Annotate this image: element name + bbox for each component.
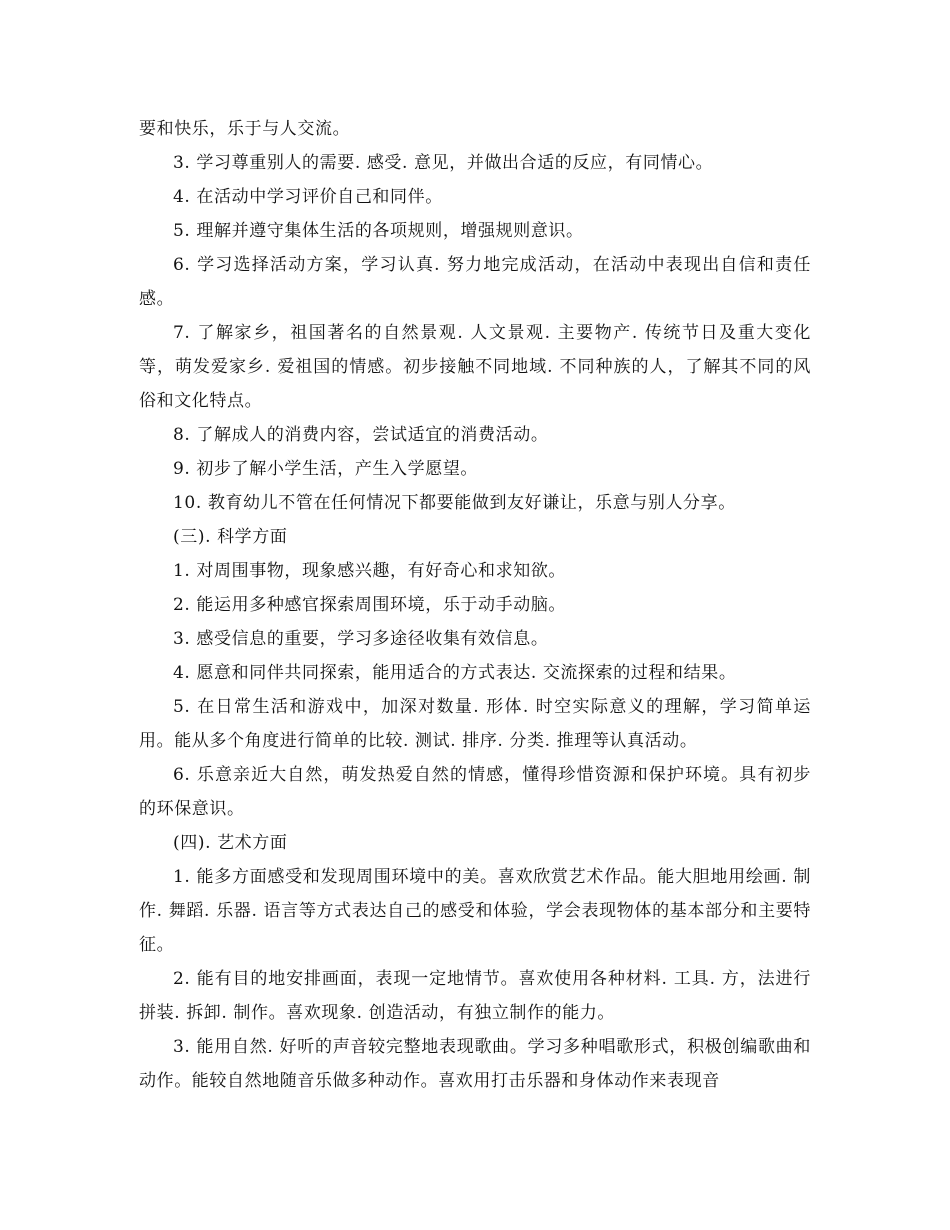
paragraph: 3. 能用自然. 好听的声音较完整地表现歌曲。学习多种唱歌形式，积极创编歌曲和动作。能较自然地随音乐做多种动作。喜欢用打击乐器和身体动作来表现音 <box>139 1037 811 1091</box>
paragraph: 1. 对周围事物，现象感兴趣，有好奇心和求知欲。 <box>173 561 567 581</box>
paragraph: 5. 在日常生活和游戏中，加深对数量. 形体. 时空实际意义的理解，学习简单运用。能从多个角度进行简单的比较. 测试. 排序. 分类. 推理等认真活动。 <box>139 697 811 751</box>
paragraph: 1. 能多方面感受和发现周围环境中的美。喜欢欣赏艺术作品。能大胆地用绘画. 制作. 舞蹈. 乐器. 语言等方式表达自己的感受和体验，学会表现物体的基本部分和主要特征。 <box>139 867 811 955</box>
paragraph: 3. 感受信息的重要，学习多途径收集有效信息。 <box>173 629 549 649</box>
paragraph: 9. 初步了解小学生活，产生入学愿望。 <box>173 459 479 479</box>
paragraph: 3. 学习尊重别人的需要. 感受. 意见，并做出合适的反应，有同情心。 <box>173 153 714 173</box>
paragraph: 6. 乐意亲近大自然，萌发热爱自然的情感，懂得珍惜资源和保护环境。具有初步的环保意识。 <box>139 765 811 819</box>
paragraph: 10. 教育幼儿不管在任何情况下都要能做到友好谦让，乐意与别人分享。 <box>173 493 736 513</box>
section-heading: (四). 艺术方面 <box>173 833 288 853</box>
document-body <box>139 112 811 1098</box>
paragraph: 7. 了解家乡，祖国著名的自然景观. 人文景观. 主要物产. 传统节日及重大变化等，萌发爱家乡. 爱祖国的情感。初步接触不同地域. 不同种族的人，了解其不同的风俗和文化特点。 <box>139 323 811 411</box>
paragraph: 4. 在活动中学习评价自己和同伴。 <box>173 187 443 207</box>
paragraph: 5. 理解并遵守集体生活的各项规则，增强规则意识。 <box>173 221 584 241</box>
paragraph: 4. 愿意和同伴共同探索，能用适合的方式表达. 交流探索的过程和结果。 <box>173 663 737 683</box>
paragraph-continuation: 要和快乐，乐于与人交流。 <box>139 119 351 139</box>
paragraph: 6. 学习选择活动方案，学习认真. 努力地完成活动，在活动中表现出自信和责任感。 <box>139 255 811 309</box>
paragraph: 2. 能运用多种感官探索周围环境，乐于动手动脑。 <box>173 595 567 615</box>
paragraph: 2. 能有目的地安排画面，表现一定地情节。喜欢使用各种材料. 工具. 方，法进行拼装. 拆卸. 制作。喜欢现象. 创造活动，有独立制作的能力。 <box>139 969 811 1023</box>
paragraph: 8. 了解成人的消费内容，尝试适宜的消费活动。 <box>173 425 549 445</box>
section-heading: (三). 科学方面 <box>173 527 288 547</box>
